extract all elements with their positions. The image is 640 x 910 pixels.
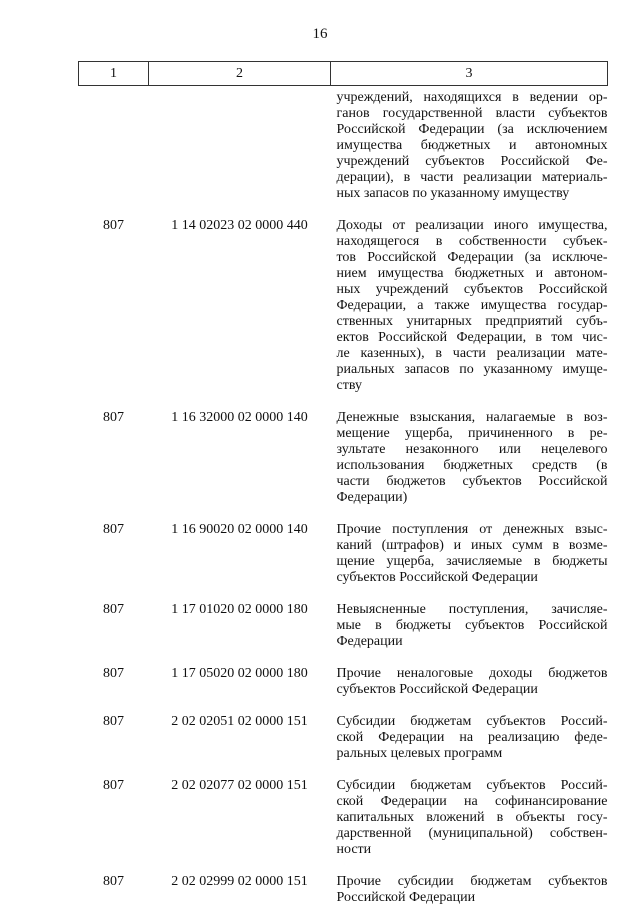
revenue-name-line: ганов государственной власти субъектов	[337, 106, 608, 122]
table-row	[79, 590, 608, 654]
table-row	[79, 398, 608, 510]
table-row	[79, 702, 608, 766]
revenue-name-cell	[331, 206, 608, 398]
table-row	[79, 510, 608, 590]
revenue-name-line: Прочие субсидии бюджетам субъектов	[337, 874, 608, 890]
revenue-name-cell	[331, 398, 608, 510]
revenue-code-cell: 2 02 02077 02 0000 151	[149, 766, 331, 862]
revenue-name-line: Денежные взыскания, налагаемые в воз-	[337, 410, 608, 426]
revenue-name-line: дарственной (муниципальной) собствен-	[337, 826, 608, 842]
revenue-name-line: зультате незаконного или нецелевого	[337, 442, 608, 458]
revenue-name-line: Прочие неналоговые доходы бюджетов	[337, 666, 608, 682]
revenue-name-line: ской Федерации на софинансирование	[337, 794, 608, 810]
table-header-row	[79, 62, 608, 86]
revenue-name-line: мещение ущерба, причиненного в ре-	[337, 426, 608, 442]
revenue-name-line: тов Российской Федерации (за исключе-	[337, 250, 608, 266]
revenue-name-line: каний (штрафов) и иных сумм в возме-	[337, 538, 608, 554]
revenue-name-line: ектов Российской Федерации, в том чис-	[337, 330, 608, 346]
revenue-name-line: использования бюджетных средств (в	[337, 458, 608, 474]
revenue-name-cell	[331, 86, 608, 207]
revenue-name-cell	[331, 862, 608, 910]
column-header-2: 2	[149, 62, 331, 86]
revenue-name-line: ных учреждений субъектов Российской	[337, 282, 608, 298]
revenue-name-line: риальных запасов по указанному имуще-	[337, 362, 608, 378]
revenue-name-line: находящегося в собственности субъек-	[337, 234, 608, 250]
revenue-name-cell	[331, 510, 608, 590]
revenue-name-line: нием имущества бюджетных и автоном-	[337, 266, 608, 282]
admin-code-cell: 807	[79, 654, 149, 702]
revenue-name-line: Невыясненные поступления, зачисляе-	[337, 602, 608, 618]
revenue-name-line: Российской Федерации (за исключением	[337, 122, 608, 138]
revenue-name-line: Федерации, а также имущества государ-	[337, 298, 608, 314]
admin-code-cell	[79, 86, 149, 207]
revenue-name-line: Субсидии бюджетам субъектов Россий-	[337, 714, 608, 730]
revenue-name-cell	[331, 654, 608, 702]
revenue-name-line: мые в бюджеты субъектов Российской	[337, 618, 608, 634]
table-row	[79, 862, 608, 910]
page-number: 16	[0, 26, 640, 43]
revenue-name-line: Российской Федерации	[337, 890, 608, 906]
revenue-name-line: дерации), в части реализации материаль-	[337, 170, 608, 186]
table-row	[79, 86, 608, 207]
table-row	[79, 766, 608, 862]
revenue-code-cell	[149, 86, 331, 207]
revenue-name-cell	[331, 702, 608, 766]
revenue-name-line: Федерации	[337, 634, 608, 650]
revenue-name-line: капитальных вложений в объекты госу-	[337, 810, 608, 826]
admin-code-cell: 807	[79, 398, 149, 510]
revenue-name-line: учреждений, находящихся в ведении ор-	[337, 90, 608, 106]
revenue-name-line: Доходы от реализации иного имущества,	[337, 218, 608, 234]
table-row	[79, 206, 608, 398]
revenue-code-cell: 1 14 02023 02 0000 440	[149, 206, 331, 398]
revenue-code-cell: 2 02 02999 02 0000 151	[149, 862, 331, 910]
revenue-code-cell: 1 16 90020 02 0000 140	[149, 510, 331, 590]
revenue-name-cell	[331, 766, 608, 862]
revenue-name-line: ской Федерации на реализацию феде-	[337, 730, 608, 746]
admin-code-cell: 807	[79, 510, 149, 590]
revenue-name-line: субъектов Российской Федерации	[337, 570, 608, 586]
revenue-name-line: Субсидии бюджетам субъектов Россий-	[337, 778, 608, 794]
revenue-code-cell: 1 17 05020 02 0000 180	[149, 654, 331, 702]
revenue-code-cell: 1 17 01020 02 0000 180	[149, 590, 331, 654]
revenue-name-line: Федерации)	[337, 490, 608, 506]
revenue-name-line: ственных унитарных предприятий субъ-	[337, 314, 608, 330]
revenue-name-line: имущества бюджетных и автономных	[337, 138, 608, 154]
revenue-name-line: ству	[337, 378, 608, 394]
revenue-codes-table	[78, 61, 608, 910]
revenue-name-line: ральных целевых программ	[337, 746, 608, 762]
admin-code-cell: 807	[79, 766, 149, 862]
revenue-name-cell	[331, 590, 608, 654]
revenue-name-line: ных запасов по указанному имуществу	[337, 186, 608, 202]
table-row	[79, 654, 608, 702]
revenue-name-line: щение ущерба, зачисляемые в бюджеты	[337, 554, 608, 570]
revenue-name-line: ле казенных), в части реализации мате-	[337, 346, 608, 362]
revenue-name-line: части бюджетов субъектов Российской	[337, 474, 608, 490]
revenue-name-line: учреждений субъектов Российской Фе-	[337, 154, 608, 170]
admin-code-cell: 807	[79, 590, 149, 654]
admin-code-cell: 807	[79, 862, 149, 910]
column-header-3: 3	[331, 62, 608, 86]
revenue-code-cell: 1 16 32000 02 0000 140	[149, 398, 331, 510]
admin-code-cell: 807	[79, 206, 149, 398]
admin-code-cell: 807	[79, 702, 149, 766]
revenue-code-cell: 2 02 02051 02 0000 151	[149, 702, 331, 766]
table-body	[79, 86, 608, 910]
revenue-name-line: ности	[337, 842, 608, 858]
column-header-1: 1	[79, 62, 149, 86]
revenue-name-line: Прочие поступления от денежных взыс-	[337, 522, 608, 538]
revenue-name-line: субъектов Российской Федерации	[337, 682, 608, 698]
